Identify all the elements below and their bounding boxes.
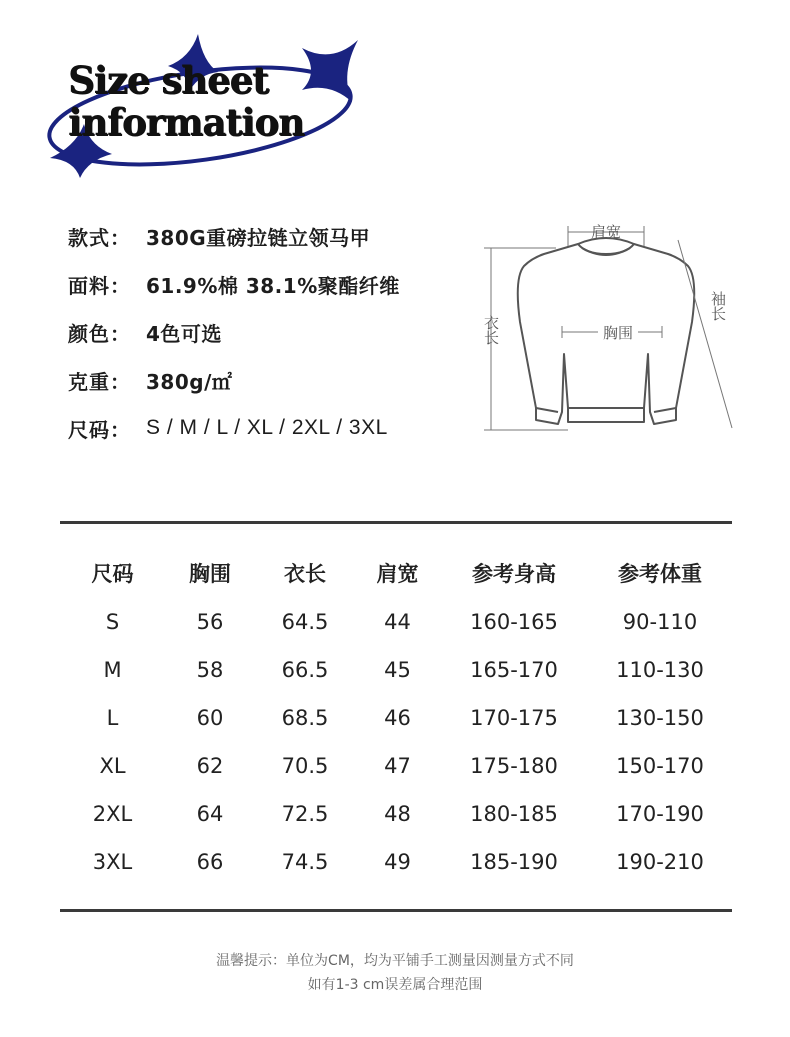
spec-value: 61.9%棉 38.1%聚酯纤维 xyxy=(146,273,400,298)
spec-value: 380G重磅拉链立领马甲 xyxy=(146,225,371,250)
cell-length: 64.5 xyxy=(281,610,329,634)
header-ref-weight: 参考体重 xyxy=(618,562,702,586)
cell-size: M xyxy=(103,658,122,682)
header-size: 尺码 xyxy=(91,562,134,586)
cell-size: 3XL xyxy=(92,850,133,874)
table-row xyxy=(60,838,732,886)
table-row xyxy=(60,694,732,742)
header-ref-height: 参考身高 xyxy=(472,562,556,586)
cell-weight: 90-110 xyxy=(622,610,698,634)
table-bottom-rule xyxy=(60,909,732,912)
spec-value: 380g/㎡ xyxy=(146,369,233,394)
cell-weight: 170-190 xyxy=(616,802,704,826)
logo-line-2: information xyxy=(68,100,304,144)
size-table xyxy=(60,548,732,886)
cell-length: 66.5 xyxy=(281,658,329,682)
table-row xyxy=(60,790,732,838)
cell-size: L xyxy=(106,706,119,730)
cell-height: 160-165 xyxy=(470,610,558,634)
cell-weight: 150-170 xyxy=(616,754,704,778)
cell-chest: 56 xyxy=(196,610,224,634)
cell-weight: 190-210 xyxy=(616,850,704,874)
logo-line-1: Size sheet xyxy=(68,58,269,102)
spec-label: 颜色： xyxy=(68,321,131,346)
table-header-row xyxy=(60,548,732,598)
cell-length: 74.5 xyxy=(281,850,329,874)
cell-size: 2XL xyxy=(92,802,133,826)
cell-shoulder: 49 xyxy=(384,850,411,874)
cell-length: 68.5 xyxy=(281,706,329,730)
cell-shoulder: 47 xyxy=(384,754,411,778)
cell-size: XL xyxy=(99,754,126,778)
table-row xyxy=(60,646,732,694)
spec-value: 4色可选 xyxy=(146,321,222,346)
cell-weight: 110-130 xyxy=(616,658,704,682)
header-chest: 胸围 xyxy=(189,562,231,586)
length-label: 衣长 xyxy=(482,315,500,345)
cell-chest: 60 xyxy=(196,706,224,730)
spec-label: 面料： xyxy=(68,273,131,298)
cell-chest: 62 xyxy=(196,754,224,778)
table-top-rule xyxy=(60,521,732,524)
cell-chest: 66 xyxy=(196,850,224,874)
shoulder-label: 肩宽 xyxy=(590,223,622,241)
spec-label: 尺码： xyxy=(68,417,131,442)
cell-height: 185-190 xyxy=(470,850,558,874)
spec-weight xyxy=(68,365,232,395)
cell-length: 70.5 xyxy=(281,754,329,778)
spec-color xyxy=(68,317,222,347)
table-row xyxy=(60,598,732,646)
cell-chest: 64 xyxy=(196,802,224,826)
cell-chest: 58 xyxy=(196,658,224,682)
header-length: 衣长 xyxy=(284,562,326,586)
cell-shoulder: 46 xyxy=(384,706,411,730)
cell-height: 170-175 xyxy=(470,706,558,730)
table-row xyxy=(60,742,732,790)
spec-fabric xyxy=(68,269,400,299)
chest-label: 胸围 xyxy=(602,324,634,342)
spec-label: 克重： xyxy=(68,369,131,394)
cell-length: 72.5 xyxy=(281,802,329,826)
cell-height: 180-185 xyxy=(470,802,558,826)
tolerance-note: 如有1-3 cm误差属合理范围 xyxy=(307,977,483,993)
measurement-note: 温馨提示：单位为CM，均为平铺手工测量因测量方式不同 xyxy=(216,953,574,969)
sleeve-label: 袖长 xyxy=(709,291,727,321)
cell-shoulder: 44 xyxy=(384,610,411,634)
cell-height: 175-180 xyxy=(470,754,558,778)
sweatshirt-diagram xyxy=(466,212,746,442)
spec-label: 款式： xyxy=(68,225,131,250)
cell-height: 165-170 xyxy=(470,658,558,682)
cell-shoulder: 48 xyxy=(384,802,411,826)
header-shoulder: 肩宽 xyxy=(376,562,419,586)
cell-weight: 130-150 xyxy=(616,706,704,730)
cell-size: S xyxy=(105,610,120,634)
spec-sizes xyxy=(68,413,388,443)
spec-value: S / M / L / XL / 2XL / 3XL xyxy=(146,416,388,439)
cell-shoulder: 45 xyxy=(384,658,411,682)
spec-style xyxy=(68,221,370,251)
